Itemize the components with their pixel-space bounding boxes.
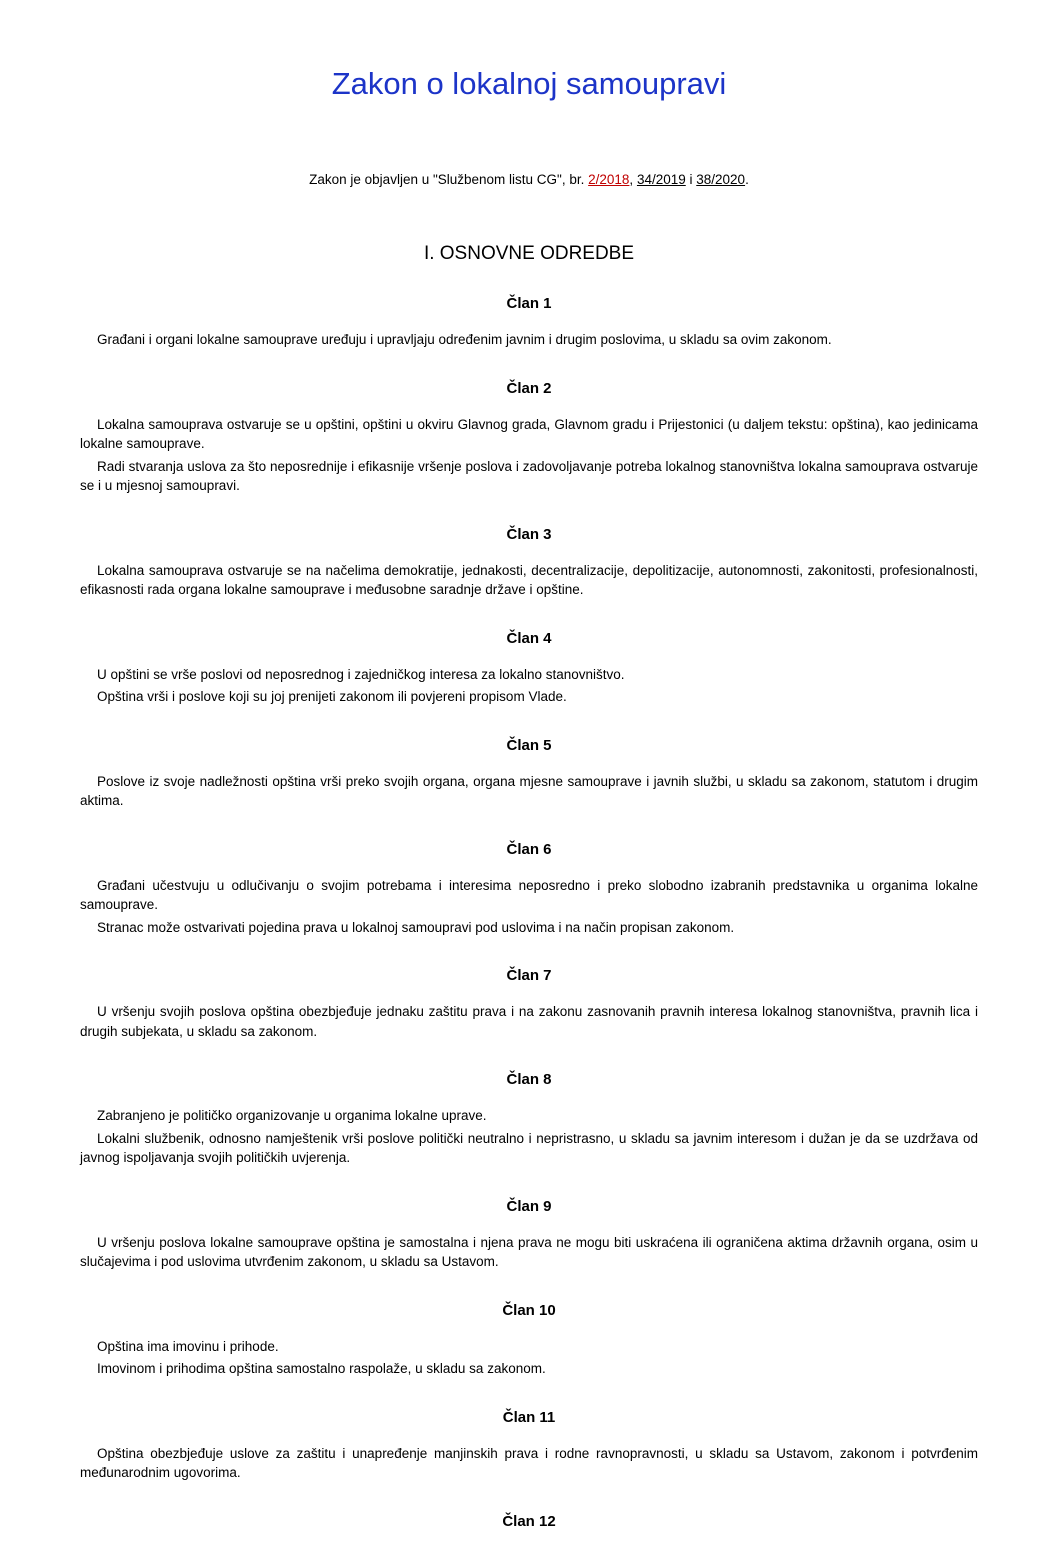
article-paragraph: U vršenju svojih poslova opština obezbjeđuje jednaku zaštitu prava i na zakonu zasnovanih pravnih interesa lokalnog stanovništva, pravnih lica i drugih subjekata, u skladu sa zakonom. [80, 1004, 978, 1039]
article-paragraph: Lokalni službenik, odnosno namještenik vrši poslove politički neutralno i nepristrasno, u skladu sa javnim interesom i dužan je da se uzdržava od javnog ispoljavanja svojih političkih uvjerenja. [80, 1130, 978, 1165]
gazette-link-34-2019[interactable]: 34/2019 [636, 172, 686, 187]
article-paragraph: Opština ima imovinu i prihode. [97, 1338, 279, 1354]
article-heading: Član 3 [506, 525, 552, 543]
article-paragraph: Građani učestvuju u odlučivanju o svojim potrebama i interesima neposredno i preko slobodno izabranih predstavnika u organima lokalne samouprave. [80, 877, 978, 912]
article-heading: Član 2 [506, 379, 552, 397]
article-paragraph: Radi stvaranja uslova za što neposrednije i efikasnije vršenje poslova i zadovoljavanje potreba lokalnog stanovništva lokalna samouprava ostvaruje se i u mjesnoj samoupravi. [80, 458, 978, 493]
article-heading: Član 8 [506, 1071, 552, 1088]
publication-separator: i [685, 172, 697, 187]
article-heading: Član 6 [506, 840, 552, 858]
article-heading: Član 4 [506, 629, 552, 647]
publication-suffix: . [745, 172, 749, 187]
gazette-link-2-2018[interactable]: 2/2018 [588, 172, 630, 187]
article-heading: Član 5 [506, 736, 552, 754]
article-paragraph: Imovinom i prihodima opština samostalno raspolaže, u skladu sa zakonom. [97, 1361, 546, 1376]
article-heading: Član 9 [506, 1197, 552, 1215]
article-heading: Član 7 [506, 967, 552, 984]
article-paragraph: Lokalna samouprava ostvaruje se na načelima demokratije, jednakosti, decentralizacije, depolitizacije, autonomnosti, zakonitosti, profesionalnosti, efikasnosti rada organa lokalne samouprave i međusobne saradnje države i opštine. [80, 562, 978, 597]
article-paragraph: Opština obezbjeđuje uslove za zaštitu i unapređenje manjinskih prava i rodne ravnopravnosti, u skladu sa Ustavom, zakonom i potvrđenim međunarodnim ugovorima. [80, 1445, 978, 1480]
gazette-link-38-2020[interactable]: 38/2020 [696, 172, 746, 187]
publication-separator: , [629, 172, 637, 187]
article-paragraph: Lokalna samouprava ostvaruje se u opštini, opštini u okviru Glavnog grada, Glavnom gradu i Prijestonici (u daljem tekstu: opština), kao jedinicama lokalne samouprave. [80, 416, 978, 451]
article-paragraph: U opštini se vrše poslovi od neposrednog i zajedničkog interesa za lokalno stanovništvo. [97, 666, 625, 682]
section-heading: I. OSNOVNE ODREDBE [423, 243, 635, 264]
article-paragraph: Građani i organi lokalne samouprave uređuju i upravljaju određenim javnim i drugim poslovima, u skladu sa ovim zakonom. [97, 332, 832, 347]
article-paragraph: Stranac može ostvarivati pojedina prava u lokalnoj samoupravi pod uslovima i na način propisan zakonom. [97, 919, 735, 935]
page-title: Zakon o lokalnoj samoupravi [331, 66, 727, 101]
article-paragraph: Opština vrši i poslove koji su joj prenijeti zakonom ili povjereni propisom Vlade. [97, 689, 567, 704]
article-heading: Član 1 [506, 295, 552, 312]
article-paragraph: U vršenju poslova lokalne samouprave opština je samostalna i njena prava ne mogu biti uskraćena ili ograničena aktima državnih organa, osim u slučajevima i pod uslovima utvrđenim zakonom, u skladu sa Ustavom. [80, 1234, 978, 1269]
article-heading: Član 12 [502, 1512, 556, 1530]
publication-note [80, 170, 978, 189]
articles-container [80, 295, 978, 1531]
article-heading: Član 11 [502, 1408, 556, 1426]
article-heading: Član 10 [502, 1301, 556, 1319]
article-paragraph: Zabranjeno je političko organizovanje u organima lokalne uprave. [97, 1108, 487, 1123]
document-page [0, 64, 1058, 1531]
publication-prefix: Zakon je objavljen u "Službenom listu CG", br. [309, 172, 589, 187]
article-paragraph: Poslove iz svoje nadležnosti opština vrši preko svojih organa, organa mjesne samouprave i javnih službi, u skladu sa zakonom, statutom i drugim aktima. [80, 773, 978, 808]
